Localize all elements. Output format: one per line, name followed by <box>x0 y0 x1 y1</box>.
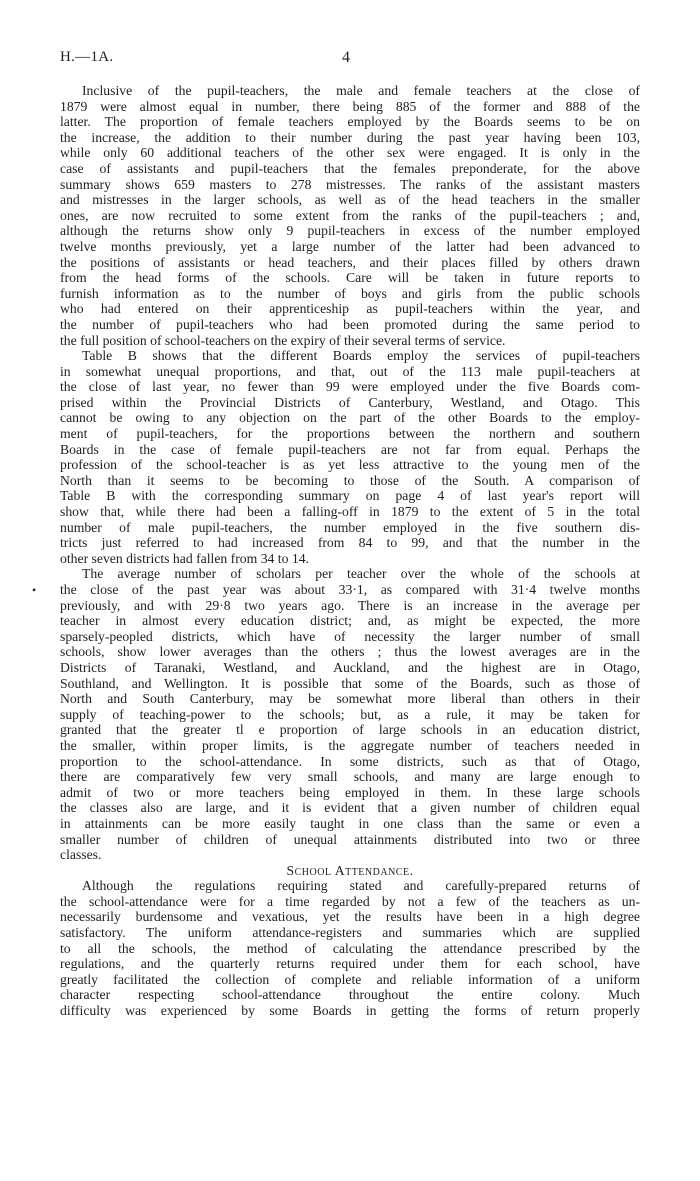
text-line: teacher in almost every education district; and, as might be expected, the more <box>60 613 640 629</box>
text-line: character respecting school-attendance throughout the entire colony. Much <box>60 987 640 1003</box>
text-line: the positions of assistants or head teachers, and their places filled by others drawn <box>60 254 640 270</box>
text-line: the smaller, within proper limits, is the aggregate number of teachers needed in <box>60 737 640 753</box>
text-line: smaller number of children of unequal attainments distributed into two or three <box>60 831 640 847</box>
text-line: regulations, and the quarterly returns required under them for each school, have <box>60 956 640 972</box>
text-line: the full position of school-teachers on the expiry of their several terms of service. <box>60 332 506 348</box>
text-line: Table B with the corresponding summary on page 4 of last year's report will <box>60 488 640 504</box>
text-line: there are comparatively few very small schools, and many are large enough to <box>60 769 640 785</box>
margin-mark: • <box>32 583 37 597</box>
text-line: granted that the greater tl e proportion of large schools in an education district, <box>60 722 640 738</box>
section-heading: School Attendance. <box>286 862 414 878</box>
text-line: supply of teaching-power to the schools; but, as a rule, it may be taken for <box>60 706 640 722</box>
text-line: the number of pupil-teachers who had been promoted during the same period to <box>60 316 640 332</box>
text-line: in attainments can be more easily taught in one class than the same or even a <box>60 815 640 831</box>
text-line: The average number of scholars per teacher over the whole of the schools at <box>82 566 640 582</box>
text-line: satisfactory. The uniform attendance-registers and summaries which are supplied <box>60 925 640 941</box>
text-line: profession of the school-teacher is as yet less attractive to the young men of the <box>60 457 640 473</box>
text-line: ment of pupil-teachers, for the proportions between the northern and southern <box>60 426 640 442</box>
text-line: North and South Canterbury, may be somewhat more liberal than others in their <box>60 691 640 707</box>
text-line: necessarily burdensome and vexatious, yet the results have been in a high degree <box>60 909 640 925</box>
page-number: 4 <box>342 49 350 66</box>
text-line: difficulty was experienced by some Boards in getting the forms of return properly <box>60 1003 640 1019</box>
text-line: and mistresses in the larger schools, as well as of the head teachers in the smaller <box>60 192 640 208</box>
text-line: from the head forms of the schools. Care will be taken in future reports to <box>60 270 640 286</box>
text-line: show that, while there had been a falling-off in 1879 to the extent of 5 in the total <box>60 504 640 520</box>
text-line: latter. The proportion of female teachers employed by the Boards seems to be on <box>60 114 640 130</box>
text-line: to all the schools, the method of calculating the attendance prescribed by the <box>60 940 640 956</box>
text-line: twelve months previously, yet a large number of the latter had been advanced to <box>60 238 640 254</box>
text-line: previously, and with 29·8 two years ago. There is an increase in the average per <box>60 597 640 613</box>
text-line: 1879 were almost equal in number, there being 885 of the former and 888 of the <box>60 98 640 114</box>
text-line: Southland, and Wellington. It is possible that some of the Boards, such as those of <box>60 675 640 691</box>
text-line: the close of last year, no fewer than 99 were employed under the five Boards com- <box>60 379 640 395</box>
text-line: classes. <box>60 847 102 863</box>
text-line: furnish information as to the number of boys and girls from the public schools <box>60 285 640 301</box>
text-line: case of assistants and pupil-teachers that the females preponderate, for the above <box>60 160 640 176</box>
text-line: Although the regulations requiring stated and carefully-prepared returns of <box>82 878 640 894</box>
text-line: although the returns show only 9 pupil-teachers in excess of the number employed <box>60 223 640 239</box>
text-line: proportion to the school-attendance. In some districts, such as that of Otago, <box>60 753 640 769</box>
text-line: sparsely-peopled districts, which have of necessity the larger number of small <box>60 628 640 644</box>
text-line: schools, show lower averages than the others ; thus the lowest averages are in the <box>60 644 640 660</box>
text-line: number of male pupil-teachers, the number employed in the five southern dis- <box>60 519 640 535</box>
text-line: tricts just referred to had increased from 84 to 99, and that the number in the <box>60 535 640 551</box>
text-line: North than it seems to be becoming to those of the South. A comparison of <box>60 472 640 488</box>
text-line: the increase, the addition to their number during the past year having been 103, <box>60 129 640 145</box>
text-line: the classes also are large, and it is evident that a given number of children equal <box>60 800 640 816</box>
text-line: Table B shows that the different Boards employ the services of pupil-teachers <box>82 348 640 364</box>
text-line: who had entered on their apprenticeship as pupil-teachers within the year, and <box>60 301 640 317</box>
running-header <box>60 49 640 69</box>
text-line: other seven districts had fallen from 34 to 14. <box>60 550 309 566</box>
text-line: prised within the Provincial Districts of Canterbury, Westland, and Otago. This <box>60 394 640 410</box>
text-line: admit of two or more teachers being employed in them. In these large schools <box>60 784 640 800</box>
text-line: in somewhat unequal proportions, and that, out of the 113 male pupil-teachers at <box>60 363 640 379</box>
text-line: greatly facilitated the collection of complete and reliable information of a uniform <box>60 971 640 987</box>
text-line: Districts of Taranaki, Westland, and Auckland, and the highest are in Otago, <box>60 659 640 675</box>
body-text <box>60 83 640 1019</box>
text-line: Boards in the case of female pupil-teachers are not far from equal. Perhaps the <box>60 441 640 457</box>
text-line: the close of the past year was about 33·1, as compared with 31·4 twelve months <box>60 582 640 597</box>
text-line: summary shows 659 masters to 278 mistresses. The ranks of the assistant masters <box>60 176 640 192</box>
text-line: Inclusive of the pupil-teachers, the male and female teachers at the close of <box>82 83 640 98</box>
text-line: while only 60 additional teachers of the other sex were engaged. It is only in the <box>60 145 640 161</box>
text-line: ones, are now recruited to some extent from the ranks of the pupil-teachers ; and, <box>60 207 640 223</box>
text-line: cannot be owing to any objection on the part of the other Boards to the employ- <box>60 410 640 426</box>
document-reference: H.—1A. <box>60 49 114 65</box>
text-line: the school-attendance were for a time regarded by not a few of the teachers as un- <box>60 893 640 909</box>
